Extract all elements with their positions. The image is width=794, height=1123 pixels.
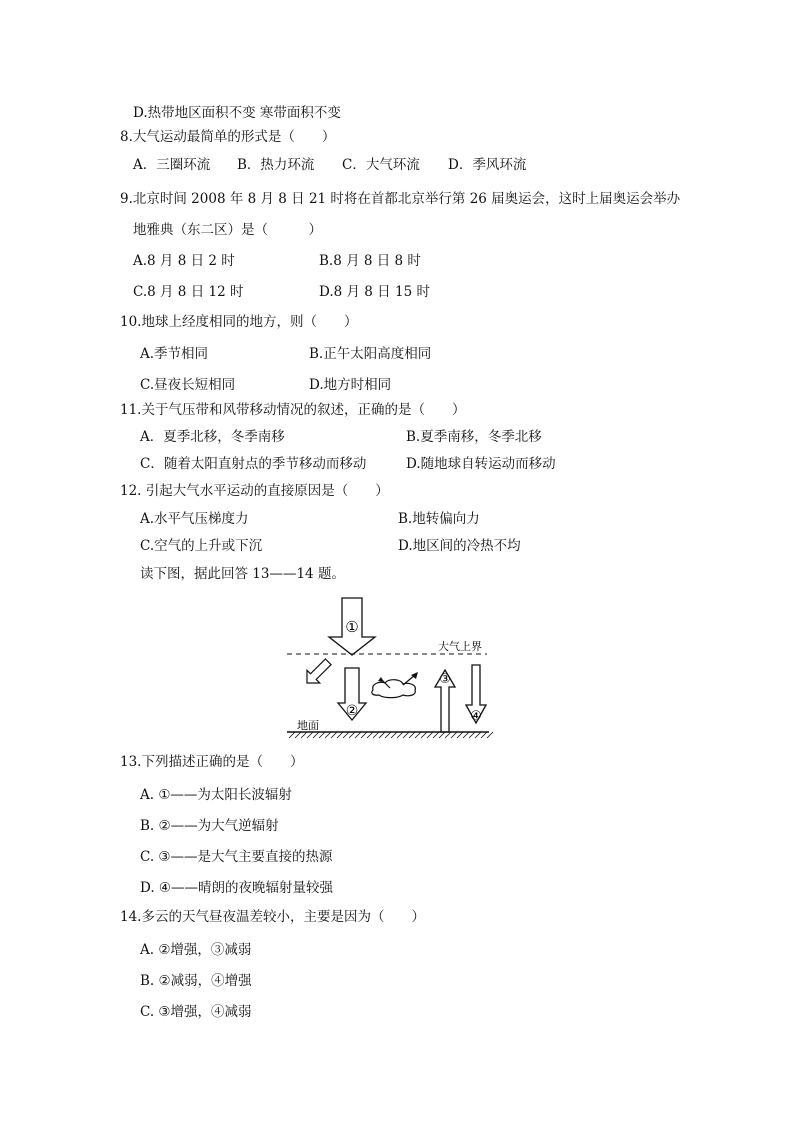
- q13-option-a: A. ①——为太阳长波辐射: [140, 787, 292, 803]
- q10-option-c: C.昼夜长短相同: [140, 377, 236, 393]
- q11-option-c: C．随着太阳直射点的季节移动而移动: [140, 456, 367, 472]
- question-9-line2: 地雅典（东二区）是（ ）: [133, 222, 322, 238]
- option-d-previous: D.热带地区面积不变 寒带面积不变: [133, 105, 341, 121]
- atmosphere-top-label: 大气上界: [438, 640, 482, 653]
- question-9-line1: 9.北京时间 2008 年 8 月 8 日 21 时将在首都北京举行第 26 届奥运会，这时上届奥运会举办: [120, 191, 681, 207]
- q11-option-b: B.夏季南移，冬季北移: [406, 429, 542, 445]
- q8-option-d: D．季风环流: [448, 157, 527, 173]
- q12-option-a: A.水平气压梯度力: [140, 511, 249, 527]
- question-11: 11.关于气压带和风带移动情况的叙述，正确的是（ ）: [120, 402, 466, 418]
- radiation-diagram: [285, 595, 495, 740]
- q12-option-c: C.空气的上升或下沉: [140, 538, 263, 554]
- q8-option-a: A．三圈环流: [133, 157, 211, 173]
- question-10: 10.地球上经度相同的地方，则（ ）: [120, 314, 358, 330]
- ground-surface: [287, 732, 493, 738]
- reflection-arrow: [301, 655, 335, 689]
- arrow-1-solar-radiation: [329, 598, 375, 655]
- q10-option-b: B.正午太阳高度相同: [309, 346, 432, 362]
- q9-option-a: A.8 月 8 日 2 时: [133, 253, 235, 269]
- q14-option-a: A. ②增强，③减弱: [140, 942, 252, 958]
- cloud-icon: [372, 672, 418, 698]
- q9-option-c: C.8 月 8 日 12 时: [133, 284, 244, 300]
- diagram-instruction: 读下图，据此回答 13——14 题。: [140, 566, 345, 582]
- q10-option-a: A.季节相同: [140, 346, 209, 362]
- q11-option-d: D.随地球自转运动而移动: [406, 456, 556, 472]
- arrow-3-ground-radiation: [435, 670, 455, 732]
- question-8: 8.大气运动最简单的形式是（ ）: [120, 129, 336, 145]
- q10-option-d: D.地方时相同: [309, 377, 392, 393]
- q12-option-b: B.地转偏向力: [398, 511, 480, 527]
- arrow-1-label: ①: [345, 618, 359, 636]
- q14-option-c: C. ③增强，④减弱: [140, 1004, 252, 1020]
- ground-label: 地面: [297, 719, 319, 732]
- question-13: 13.下列描述正确的是（ ）: [120, 754, 304, 770]
- arrow-2-atmospheric-counter-radiation: [338, 668, 366, 720]
- arrow-2-label: ②: [345, 703, 359, 719]
- q13-option-c: C. ③——是大气主要直接的热源: [140, 849, 333, 865]
- q14-option-b: B. ②减弱，④增强: [140, 973, 252, 989]
- q11-option-a: A．夏季北移，冬季南移: [140, 429, 285, 445]
- arrow-4-radiation: [466, 665, 486, 724]
- q8-option-b: B．热力环流: [237, 157, 315, 173]
- q12-option-d: D.地区间的冷热不均: [398, 538, 521, 554]
- q9-option-b: B.8 月 8 日 8 时: [319, 253, 421, 269]
- q13-option-b: B. ②——为大气逆辐射: [140, 818, 279, 834]
- question-12: 12. 引起大气水平运动的直接原因是（ ）: [120, 483, 389, 499]
- question-14: 14.多云的天气昼夜温差较小，主要是因为（ ）: [120, 909, 425, 925]
- arrow-4-label: ④: [470, 709, 482, 724]
- q8-option-c: C．大气环流: [342, 157, 420, 173]
- q13-option-d: D. ④——晴朗的夜晚辐射量较强: [140, 880, 334, 896]
- arrow-3-label: ③: [439, 672, 451, 687]
- q9-option-d: D.8 月 8 日 15 时: [319, 284, 430, 300]
